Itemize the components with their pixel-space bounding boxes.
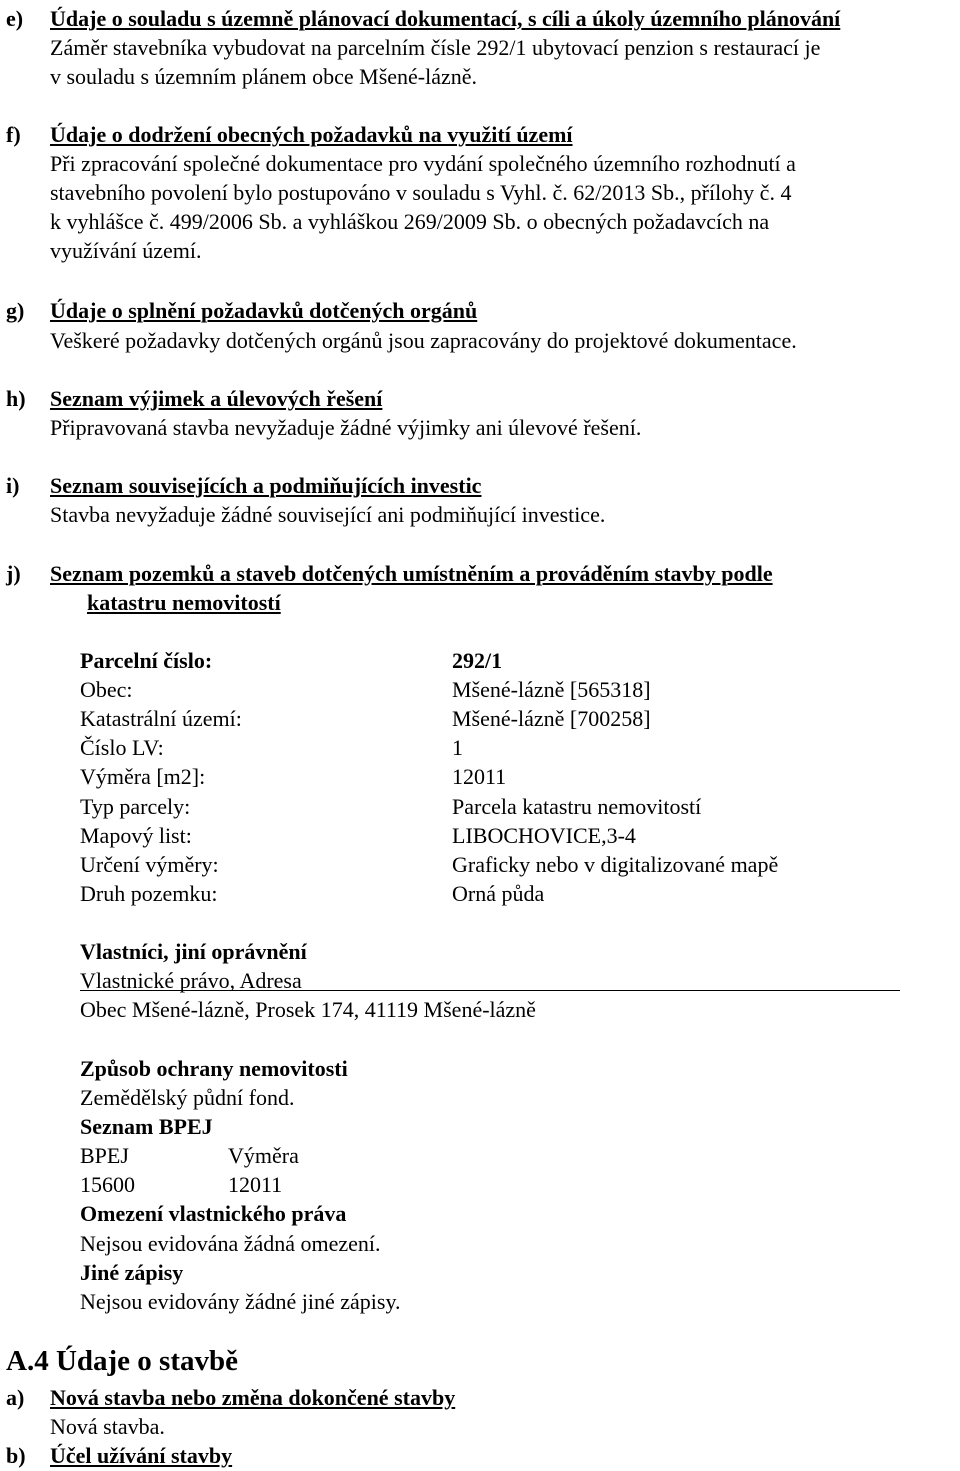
paragraph-line: Stavba nevyžaduje žádné související ani podmiňující investice. bbox=[50, 502, 606, 527]
section-letter: e) bbox=[6, 6, 24, 31]
protection-heading: Způsob ochrany nemovitosti bbox=[80, 1056, 348, 1081]
parcel-value: LIBOCHOVICE,3-4 bbox=[452, 823, 636, 848]
owners-heading: Vlastníci, jiní oprávnění bbox=[80, 939, 307, 964]
paragraph-line: stavebního povolení bylo postupováno v souladu s Vyhl. č. 62/2013 Sb., přílohy č. 4 bbox=[50, 180, 792, 205]
section-heading: Údaje o splnění požadavků dotčených orgánů bbox=[50, 298, 478, 323]
parcel-value: 12011 bbox=[452, 764, 507, 789]
section-heading: Seznam pozemků a staveb dotčených umístněním a prováděním stavby podle bbox=[50, 561, 773, 586]
parcel-key: Číslo LV: bbox=[80, 735, 164, 760]
parcel-key: Určení výměry: bbox=[80, 852, 219, 877]
restrictions-value: Nejsou evidována žádná omezení. bbox=[80, 1231, 381, 1256]
section-letter: i) bbox=[6, 473, 20, 498]
section-letter: b) bbox=[6, 1443, 26, 1468]
parcel-key: Katastrální území: bbox=[80, 706, 242, 731]
paragraph-line: využívání území. bbox=[50, 238, 202, 263]
parcel-value: Parcela katastru nemovitostí bbox=[452, 794, 702, 819]
paragraph-line: Při zpracování společné dokumentace pro vydání společného územního rozhodnutí a bbox=[50, 151, 796, 176]
owner-entry: Obec Mšené-lázně, Prosek 174, 41119 Mšené-lázně bbox=[80, 997, 536, 1022]
parcel-key: Druh pozemku: bbox=[80, 881, 218, 906]
section-heading: Seznam výjimek a úlevových řešení bbox=[50, 386, 383, 411]
bpej-heading: Seznam BPEJ bbox=[80, 1114, 213, 1139]
section-letter: h) bbox=[6, 386, 26, 411]
section-heading: Údaje o souladu s územně plánovací dokumentací, s cíli a úkoly územního plánování bbox=[50, 6, 841, 31]
parcel-value: 1 bbox=[452, 735, 463, 760]
parcel-key: Mapový list: bbox=[80, 823, 192, 848]
parcel-value: Orná půda bbox=[452, 881, 545, 906]
parcel-key: Parcelní číslo: bbox=[80, 648, 213, 673]
parcel-key: Výměra [m2]: bbox=[80, 764, 206, 789]
paragraph-line: Veškeré požadavky dotčených orgánů jsou zapracovány do projektové dokumentace. bbox=[50, 328, 797, 353]
protection-value: Zemědělský půdní fond. bbox=[80, 1085, 295, 1110]
bpej-cell: 15600 bbox=[80, 1172, 135, 1197]
parcel-value: Graficky nebo v digitalizované mapě bbox=[452, 852, 779, 877]
section-heading: Seznam souvisejících a podmiňujících investic bbox=[50, 473, 482, 498]
section-letter: f) bbox=[6, 122, 21, 147]
paragraph-line: Nová stavba. bbox=[50, 1414, 165, 1439]
other-records-value: Nejsou evidovány žádné jiné zápisy. bbox=[80, 1289, 401, 1314]
parcel-key: Typ parcely: bbox=[80, 794, 191, 819]
restrictions-heading: Omezení vlastnického práva bbox=[80, 1201, 347, 1226]
bpej-cell: 12011 bbox=[228, 1172, 283, 1197]
section-heading: Údaje o dodržení obecných požadavků na využití území bbox=[50, 122, 573, 147]
section-heading-continued: katastru nemovitostí bbox=[87, 590, 281, 615]
section-heading: Účel užívání stavby bbox=[50, 1443, 233, 1468]
other-records-heading: Jiné zápisy bbox=[80, 1260, 184, 1285]
paragraph-line: k vyhlášce č. 499/2006 Sb. a vyhláškou 269/2009 Sb. o obecných požadavcích na bbox=[50, 209, 770, 234]
owners-subheading: Vlastnické právo, Adresa bbox=[80, 968, 302, 993]
paragraph-line: v souladu s územním plánem obce Mšené-lázně. bbox=[50, 64, 478, 89]
parcel-key: Obec: bbox=[80, 677, 133, 702]
parcel-value: Mšené-lázně [700258] bbox=[452, 706, 651, 731]
bpej-column-header: BPEJ bbox=[80, 1143, 129, 1168]
paragraph-line: Připravovaná stavba nevyžaduje žádné výjimky ani úlevové řešení. bbox=[50, 415, 642, 440]
section-letter: j) bbox=[6, 561, 21, 586]
parcel-value: Mšené-lázně [565318] bbox=[452, 677, 651, 702]
bpej-column-header: Výměra bbox=[228, 1143, 299, 1168]
parcel-value: 292/1 bbox=[452, 648, 503, 673]
section-heading: Nová stavba nebo změna dokončené stavby bbox=[50, 1385, 456, 1410]
chapter-title: A.4 Údaje o stavbě bbox=[6, 1345, 238, 1377]
section-letter: g) bbox=[6, 298, 25, 323]
paragraph-line: Záměr stavebníka vybudovat na parcelním čísle 292/1 ubytovací penzion s restaurací je bbox=[50, 35, 821, 60]
underline-divider bbox=[80, 990, 900, 991]
section-letter: a) bbox=[6, 1385, 25, 1410]
